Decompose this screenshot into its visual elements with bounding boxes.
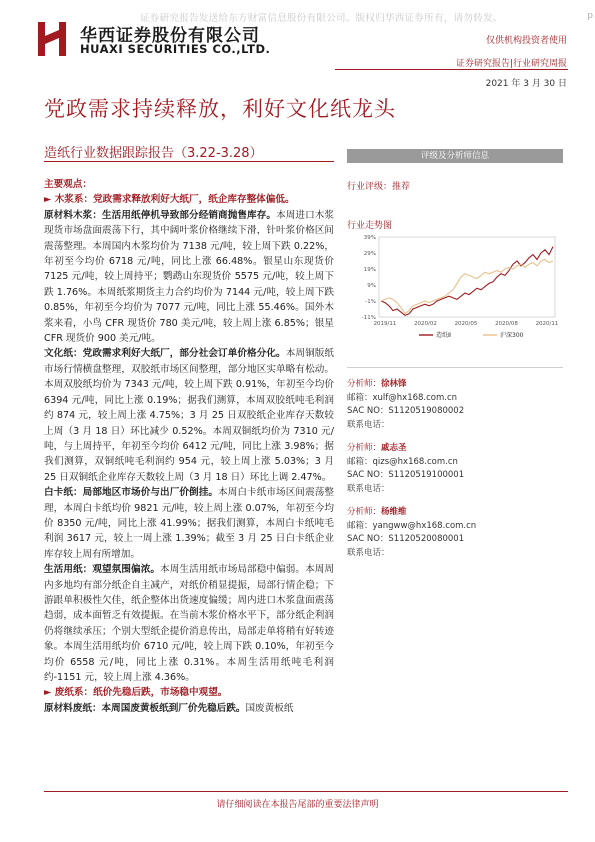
company-name-cn: 华西证券股份有限公司 bbox=[80, 26, 260, 46]
analyst-card bbox=[347, 442, 563, 496]
report-type: 证券研究报告|行业研究周报 bbox=[455, 59, 567, 69]
watermark-text: 证券研究报告发送给东方财富信息股份有限公司。版权归华西证券所有，请勿转发。 bbox=[140, 13, 503, 24]
analyst-name: 杨维维 bbox=[381, 507, 407, 517]
analyst-name: 戚志圣 bbox=[381, 443, 407, 453]
y-tick-label: 19% bbox=[363, 267, 376, 273]
series-line-2 bbox=[381, 259, 553, 313]
audience-note: 仅供机构投资者使用 bbox=[485, 36, 567, 46]
analyst-email[interactable]: 邮箱：xulf@hx168.com.cn bbox=[347, 392, 458, 403]
report-date: 2021 年 3 月 30 日 bbox=[485, 79, 567, 89]
sidebar bbox=[347, 149, 563, 560]
x-tick-label: 2020/05 bbox=[454, 321, 478, 327]
header-divider bbox=[335, 69, 568, 70]
edge-character: p bbox=[587, 11, 593, 21]
analyst-name: 徐林锋 bbox=[381, 379, 407, 389]
industry-trend-chart bbox=[347, 231, 563, 349]
x-tick-label: 2020/11 bbox=[535, 321, 559, 327]
footer-divider bbox=[44, 791, 568, 792]
legend-label: 沪深300 bbox=[500, 332, 524, 339]
main-content bbox=[44, 177, 334, 716]
paragraph-culture-paper: 文化纸：党政需求利好大纸厂，部分社会订单价格分化。本周铜版纸市场行情横盘整理，双胶纸市场区间整理，部分地区实单略有松动。本周双胶纸均价为 7343 元/吨，较上周下跌 0.91%，年初至今均价 6394 元/吨，同比上涨 0.19%；据我们测算，本周双胶纸吨毛利润约 874 元，较上周上涨 4.75%；3 月 25 日双胶纸企业库存天数较上周（3 月 18 日）环比减少 0.52%。本周双铜纸均价为 7310 元/吨，与上周持平，年初至今均价 6412 元/吨，同比上涨 3.98%；据我们测算，双铜纸吨毛利润约 954 元，较上周上涨 5.03%；3 月 25 日双铜纸企业库存天数较上周（3 月 18 日）环比上调 2.47%。 bbox=[44, 348, 335, 483]
y-tick-label: -1% bbox=[365, 299, 376, 305]
analyst-role: 分析师： bbox=[347, 443, 382, 453]
report-title: 党政需求持续释放，利好文化纸龙头 bbox=[44, 97, 396, 121]
x-tick-label: 2020/02 bbox=[414, 321, 437, 327]
legend-label: 造纸Ⅱ bbox=[436, 332, 451, 339]
x-tick-label: 2020/08 bbox=[495, 321, 518, 327]
key-points-heading: 主要观点： bbox=[44, 179, 92, 190]
analyst-sac: SAC NO：S1120519100001 bbox=[347, 470, 465, 480]
series-line-1 bbox=[381, 247, 553, 316]
analyst-list bbox=[347, 378, 563, 560]
analyst-role: 分析师： bbox=[347, 379, 382, 389]
sidebar-divider bbox=[347, 367, 563, 368]
section-waste-paper-heading: ► 废纸系：纸价先稳后跌，市场稳中观望。 bbox=[44, 687, 228, 699]
trend-chart-title: 行业走势图 bbox=[347, 221, 393, 231]
industry-rating: 行业评级：推荐 bbox=[347, 182, 411, 192]
y-tick-label: 29% bbox=[363, 251, 376, 257]
paragraph-white-board: 白卡纸：局部地区市场价与出厂价倒挂。本周白卡纸市场区间震荡整理，本周白卡纸均价 9821 元/吨，较上周上涨 0.07%，年初至今均价 8350 元/吨，同比上涨 41.99%；据我们测算，本周白卡纸吨毛利润 3617 元，较上一周上涨 1.39%；截至 3 月 25 日白卡纸企业库存较上周有所增加。 bbox=[44, 487, 335, 560]
paragraph-wood-pulp: 原材料木浆：生活用纸停机导致部分经销商抛售库存。本周进口木浆现货市场盘面震荡下行，其中阔叶浆价格继续下滑，针叶浆价格区间震荡整理。本周国内木浆均价为 7138 元/吨，较上周下跌 0.22%，年初至今均价 6718 元/吨，同比上涨 66.48%。银星山东现货价 7125 元/吨，较上周持平；鹦鹉山东现货价 5575 元/吨，较上周下跌 1.76%。本周纸浆期货主力合约均价为 7144 元/吨，较上周下跌 0.85%，年初至今均价为 7077 元/吨，同比上涨 55.46%。国外木浆来看，小鸟 CFR 现货价 780 美元/吨，较上周上涨 6.85%；银星 CFR 现货价 900 美元/吨。 bbox=[44, 209, 335, 345]
chart-frame bbox=[379, 237, 555, 317]
sidebar-header: 评级及分析师信息 bbox=[347, 149, 563, 163]
analyst-phone: 联系电话： bbox=[347, 483, 390, 494]
analyst-email[interactable]: 邮箱：yangww@hx168.com.cn bbox=[347, 520, 477, 531]
subtitle-underline bbox=[44, 161, 334, 162]
analyst-email[interactable]: 邮箱：qizs@hx168.com.cn bbox=[347, 456, 458, 467]
huaxi-logo-icon bbox=[38, 22, 66, 56]
report-subtitle: 造纸行业数据跟踪报告（3.22-3.28） bbox=[44, 146, 263, 161]
analyst-card bbox=[347, 378, 563, 432]
company-name-en: HUAXI SECURITIES CO.,LTD. bbox=[80, 42, 271, 56]
analyst-sac: SAC NO：S1120520080001 bbox=[347, 534, 465, 544]
y-tick-label: -11% bbox=[361, 315, 376, 321]
analyst-card bbox=[347, 506, 563, 560]
footer-disclaimer: 请仔细阅读在本报告尾部的重要法律声明 bbox=[216, 800, 379, 810]
paragraph-waste-paper: 原材料废纸：本周国废黄板纸到厂价先稳后跌。国废黄板纸 bbox=[44, 702, 294, 714]
analyst-sac: SAC NO：S1120519080002 bbox=[347, 406, 465, 416]
y-tick-label: 9% bbox=[367, 283, 376, 289]
section-wood-pulp-heading: ► 木浆系：党政需求释放利好大纸厂，纸企库存整体偏低。 bbox=[44, 194, 295, 206]
y-tick-label: 39% bbox=[363, 235, 376, 241]
paragraph-tissue-paper: 生活用纸：观望氛围偏浓。本周生活用纸市场局部稳中偏弱。本周周内多地均有部分纸企自主减产，对纸价稍显提振，局部行情企稳；下游跟单积极性欠佳，纸企整体出货速度偏缓；周内进口木浆盘面震荡趋弱，成本面暂乏有效提振。在当前木浆价格水平下，部分纸企利润仍将继续承压；个别大型纸企提价消息传出，局部走单将稍有好转迹象。本周生活用纸均价 6710 元/吨，较上周下跌 0.10%，年初至今均价 6558 元/吨，同比上涨 0.31%。本周生活用纸吨毛利润约-1151 元，较上周上涨 4.36%。 bbox=[44, 564, 335, 683]
x-tick-label: 2019/11 bbox=[373, 321, 397, 327]
analyst-phone: 联系电话： bbox=[347, 547, 390, 558]
analyst-phone: 联系电话： bbox=[347, 419, 390, 430]
analyst-role: 分析师： bbox=[347, 507, 382, 517]
